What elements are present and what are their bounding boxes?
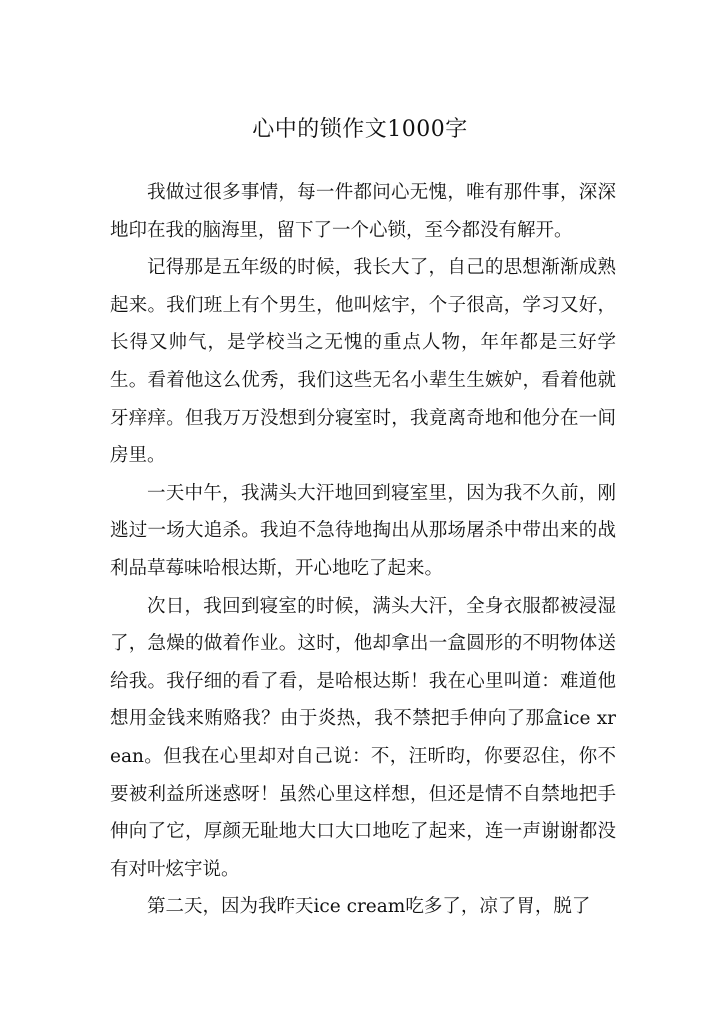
- paragraph-5: 第二天，因为我昨天ice cream吃多了，凉了胃，脱了: [147, 896, 591, 918]
- paragraph-3: 一天中午，我满头大汗地回到寝室里，因为我不久前，刚逃过一场大追杀。我迫不急待地掏出从那场屠杀中带出来的战利品草莓味哈根达斯，开心地吃了起来。: [110, 482, 616, 579]
- paragraph-4: 次日，我回到寝室的时候，满头大汗，全身衣服都被浸湿了，急燥的做着作业。这时，他却拿出一盒圆形的不明物体送给我。我仔细的看了看，是哈根达斯！我在心里叫道：难道他想用金钱来贿赂我？由于炎热，我不禁把手伸向了那盒ice xrean。但我在心里却对自己说：不，汪昕昀，你要忍住，你不要被利益所迷惑呀！虽然心里这样想，但还是情不自禁地把手伸向了它，厚颜无耻地大口大口地吃了起来，连一声谢谢都没有对叶炫宇说。: [110, 595, 616, 880]
- essay-body: [110, 174, 616, 926]
- essay-title: 心中的锁作文1000字: [252, 117, 468, 142]
- paragraph-2: 记得那是五年级的时候，我长大了，自己的思想渐渐成熟起来。我们班上有个男生，他叫炫宇，个子很高，学习又好，长得又帅气，是学校当之无愧的重点人物，年年都是三好学生。看着他这么优秀，我们这些无名小辈生生嫉妒，看着他就牙痒痒。但我万万没想到分寝室时，我竟离奇地和他分在一间房里。: [110, 257, 616, 467]
- paragraph-1: 我做过很多事情，每一件都问心无愧，唯有那件事，深深地印在我的脑海里，留下了一个心锁，至今都没有解开。: [110, 182, 616, 241]
